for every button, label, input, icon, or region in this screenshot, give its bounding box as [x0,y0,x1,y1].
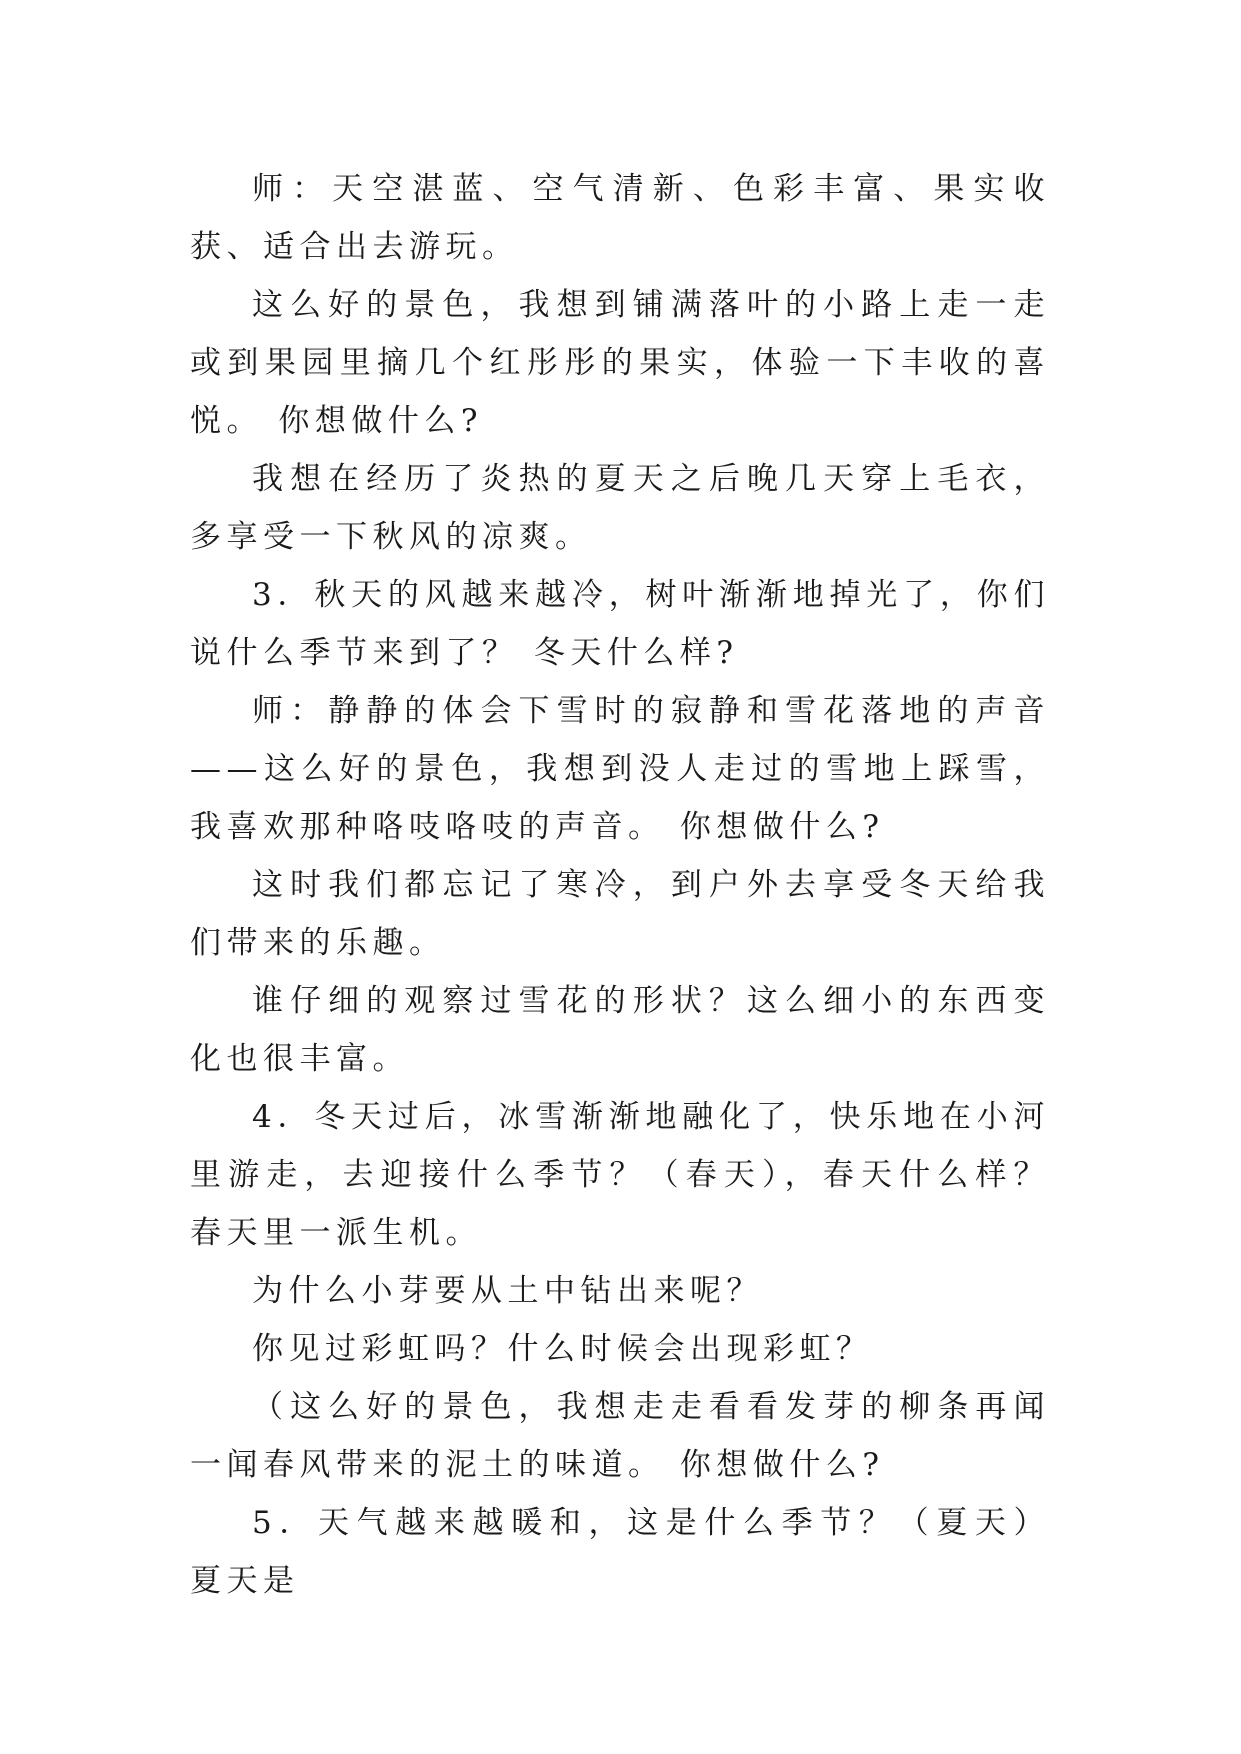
paragraph-winter-fun: 这时我们都忘记了寒冷，到户外去享受冬天给我们带来的乐趣。 [190,867,1050,961]
paragraph-spring-question: 4．冬天过后，冰雪渐渐地融化了，快乐地在小河里游走，去迎接什么季节？（春天），春天什么样？春天里一派生机。 [190,1099,1050,1251]
paragraph-autumn-sweater: 我想在经历了炎热的夏天之后晚几天穿上毛衣，多享受一下秋风的凉爽。 [190,461,1050,555]
paragraph-summer-question: 5．天气越来越暖和，这是什么季节？（夏天） 夏天是 [190,1505,1050,1599]
paragraph-autumn-teacher: 师：天空湛蓝、空气清新、色彩丰富、果实收获、适合出去游玩。 [190,171,1050,265]
paragraph-autumn-scenery: 这么好的景色，我想到铺满落叶的小路上走一走或到果园里摘几个红彤彤的果实，体验一下丰收的喜悦。 你想做什么? [190,287,1050,439]
paragraph-snowflake: 谁仔细的观察过雪花的形状？这么细小的东西变化也很丰富。 [190,983,1050,1077]
paragraph-winter-question: 3．秋天的风越来越冷，树叶渐渐地掉光了，你们说什么季节来到了？ 冬天什么样? [190,577,1050,671]
paragraph-spring-scenery: （这么好的景色，我想走走看看发芽的柳条再闻一闻春风带来的泥土的味道。 你想做什么? [190,1389,1050,1483]
paragraph-rainbow: 你见过彩虹吗？什么时候会出现彩虹？ [252,1331,873,1367]
paragraph-winter-teacher: 师：静静的体会下雪时的寂静和雪花落地的声音——这么好的景色，我想到没人走过的雪地上踩雪，我喜欢那种咯吱咯吱的声音。 你想做什么? [190,693,1050,845]
document-body [190,160,1050,1610]
paragraph-sprout: 为什么小芽要从土中钻出来呢？ [252,1273,763,1309]
